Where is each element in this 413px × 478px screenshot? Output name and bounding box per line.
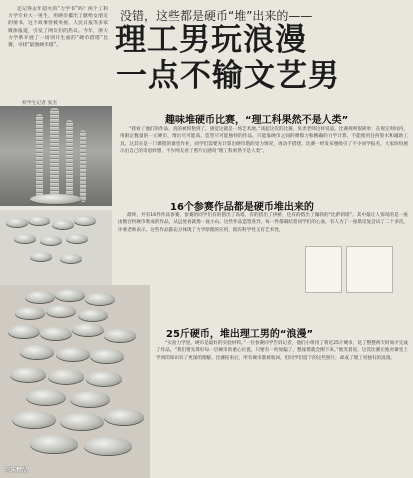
corner-watermark: 吃珠精品 (4, 467, 29, 474)
headline (115, 22, 340, 94)
headline-kicker: 没错，这些都是硬币“堆”出来的—— (120, 9, 313, 23)
headline-line-1: 理工男玩浪漫 (115, 22, 307, 58)
intro-paragraph (8, 6, 108, 49)
section-2-text: 最终，共有16件作品参赛，参赛的同学们有的搭出了高塔，有的搭出了拱桥，还有的搭出了倾斜的“比萨斜塔”。其中最让人惊叹的是一座由数百枚硬币堆成的作品，从远处看就像一座小山。这些作品造型各异，每一件都凝结着同学们的心血，有人为了一座塔反复尝试了二十多次。评委老师表示，这些作品都充分体现了力学原理的应用，既有科学性又有艺术性。 (118, 213, 408, 233)
headline-line-2: 一点不输文艺男 (116, 58, 340, 94)
intro-text: 还记得去年超火的“力学书”吗？两个工科力学专业大一男生，用硬币摞出了献给女朋友的情书，这个故事曾被央视、人民日报等多家媒体报道，引发了网友们的热议。今年，浙大力学系开展了一场别开生面的“硬币搭塔”比赛，寻找“最强硬币塔”。 (8, 7, 108, 49)
section-title-3: 25斤硬币，堆出理工男的“浪漫” (166, 329, 314, 340)
section-title-2: 16个参赛作品都是硬币堆出来的 (170, 202, 314, 213)
section-title-1: 趣味堆硬币比赛，“理工科果然不是人类” (165, 115, 349, 126)
section-3-text: “实验力学里，硬币是最好的实验材料。”一位参赛同学告诉记者，他们小组用了将近25斤硬币，花了整整两天时间才完成了作品。“我们要先算好每一层硬币的重心位置，只要有一枚放偏了，整座塔就会倒下来。”他笑着说，这次比赛让他对课堂上学到的知识有了更深的理解。比赛结束后，所有硬币都被收回，但同学们留下的这些照片，却成了理工男独有的浪漫。 (156, 341, 408, 361)
coin-tower-photo (0, 106, 112, 206)
byline: 校学生记者 张杰 (22, 101, 58, 106)
coin-pyramid-photo (0, 285, 150, 478)
section-1-text: “我看了他们的作品，真的被惊艳到了，感觉这就是一场艺术展。”谈起这次的比赛，负责老师这样说道。比赛规则很简单：在规定时间内，用限定数量的一元硬币，堆出尽可能高、造型尽可能独特的作品，只能靠硬币之间的摩擦力和精确的力学计算，不能使用任何胶水和辅助工具。这其实是一门课程的课堂作业，同学们需要先计算出硬币塔的受力情况，再动手搭建。比赛一经发布便吸引了不少同学报名，大家纷纷展示出自己的奇思妙想，不少网友看了照片后感叹“理工科果然不是人类”。 (120, 127, 408, 155)
section-3-body (156, 340, 408, 362)
card-photo-1 (305, 246, 342, 293)
card-photo-2 (346, 246, 393, 293)
section-2-body (118, 212, 408, 234)
section-1-body (120, 126, 408, 156)
